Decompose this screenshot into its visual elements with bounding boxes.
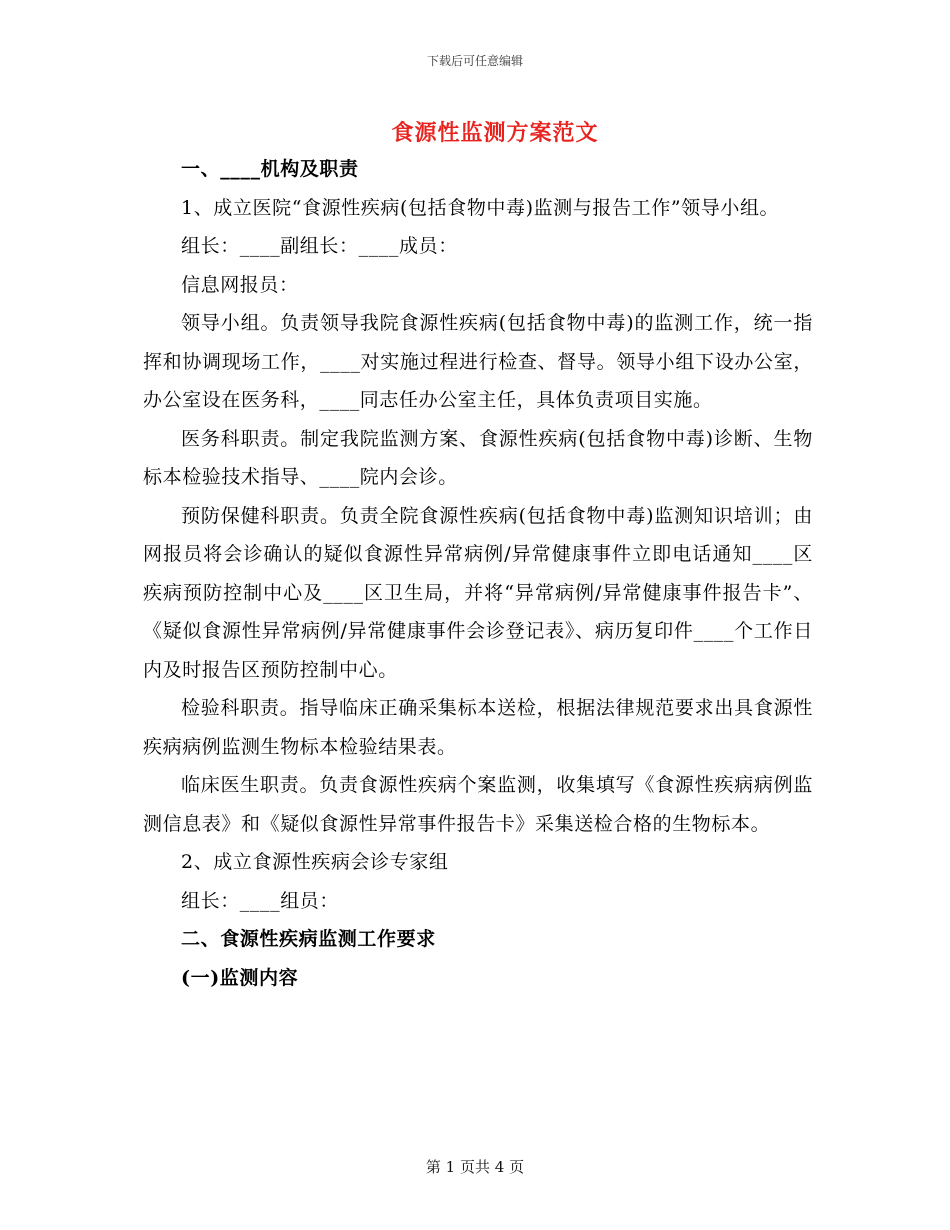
paragraph-medical-affairs-duty: 医务科职责。制定我院监测方案、食源性疾病(包括食物中毒)诊断、生物标本检验技术指导、____院内会诊。: [143, 427, 813, 488]
paragraph-expert-members: 组长：____组员：: [181, 889, 340, 912]
paragraph-leadership-group: 1、成立医院“食源性疾病(包括食物中毒)监测与报告工作”领导小组。: [181, 196, 780, 219]
paragraph-info-reporter: 信息网报员：: [181, 273, 299, 296]
document-body: [143, 150, 813, 997]
section-heading-2: 二、食源性疾病监测工作要求: [181, 928, 436, 950]
subsection-heading-monitoring: (一)监测内容: [181, 966, 299, 989]
paragraph-members: 组长：____副组长：____成员：: [181, 235, 458, 257]
section-heading-1: 一、____机构及职责: [181, 158, 359, 180]
paragraph-leadership-duty: 领导小组。负责领导我院食源性疾病(包括食物中毒)的监测工作，统一指挥和协调现场工作，____对实施过程进行检查、督导。领导小组下设办公室，办公室设在医务科，____同志任办公室主任，具体负责项目实施。: [143, 312, 813, 411]
paragraph-prevention-duty: 预防保健科职责。负责全院食源性疾病(包括食物中毒)监测知识培训；由网报员将会诊确认的疑似食源性异常病例/异常健康事件立即电话通知____区疾病预防控制中心及____区卫生局，并将“异常病例/异常健康事件报告卡”、《疑似食源性异常病例/异常健康事件会诊登记表》、病历复印件____个工作日内及时报告区预防控制中心。: [143, 504, 813, 681]
page-footer: 第 1 页共 4 页: [425, 1158, 525, 1176]
paragraph-clinician-duty: 临床医生职责。负责食源性疾病个案监测，收集填写《食源性疾病病例监测信息表》和《疑似食源性异常事件报告卡》采集送检合格的生物标本。: [143, 774, 813, 835]
paragraph-laboratory-duty: 检验科职责。指导临床正确采集标本送检，根据法律规范要求出具食源性疾病病例监测生物标本检验结果表。: [143, 697, 813, 758]
page-header: 下载后可任意编辑: [426, 54, 523, 68]
paragraph-expert-group: 2、成立食源性疾病会诊专家组: [181, 851, 449, 873]
document-title: 食源性监测方案范文: [391, 120, 599, 146]
